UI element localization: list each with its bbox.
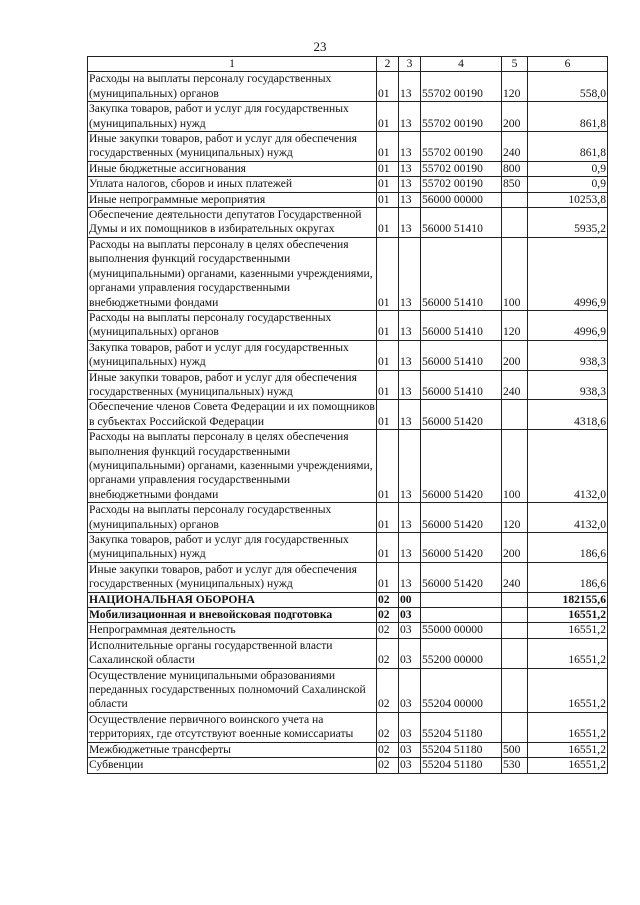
table-row bbox=[88, 668, 608, 712]
row-name: Закупка товаров, работ и услуг для государственных (муниципальных) нужд bbox=[88, 102, 377, 132]
row-expense-type: 240 bbox=[502, 132, 528, 162]
row-name: Иные закупки товаров, работ и услуг для обеспечения государственных (муниципальных) нужд bbox=[88, 562, 377, 592]
row-subsection: 03 bbox=[399, 668, 421, 712]
table-row bbox=[88, 638, 608, 668]
row-section: 01 bbox=[377, 562, 399, 592]
row-expense-type bbox=[502, 208, 528, 238]
row-name: Непрограммная деятельность bbox=[88, 623, 377, 638]
row-target-article: 56000 00000 bbox=[421, 192, 502, 207]
row-section: 02 bbox=[377, 742, 399, 757]
header-cell-amount: 6 bbox=[528, 57, 608, 72]
row-section: 01 bbox=[377, 208, 399, 238]
row-name: Расходы на выплаты персоналу в целях обеспечения выполнения функций государственными (муниципальными) органами, казенными учреждениями, органами управления государственными внебюджетными фондами bbox=[88, 430, 377, 503]
row-section: 02 bbox=[377, 623, 399, 638]
row-subsection: 13 bbox=[399, 310, 421, 340]
row-section: 02 bbox=[377, 592, 399, 607]
row-name: Иные закупки товаров, работ и услуг для обеспечения государственных (муниципальных) нужд bbox=[88, 132, 377, 162]
row-target-article: 55204 51180 bbox=[421, 742, 502, 757]
row-expense-type: 850 bbox=[502, 177, 528, 192]
table-body bbox=[88, 72, 608, 773]
row-target-article: 55702 00190 bbox=[421, 177, 502, 192]
row-section: 01 bbox=[377, 72, 399, 102]
row-section: 02 bbox=[377, 712, 399, 742]
row-amount: 861,8 bbox=[528, 132, 608, 162]
row-section: 02 bbox=[377, 638, 399, 668]
row-expense-type: 100 bbox=[502, 430, 528, 503]
row-subsection: 13 bbox=[399, 533, 421, 563]
row-amount: 5935,2 bbox=[528, 208, 608, 238]
row-amount: 0,9 bbox=[528, 161, 608, 176]
table-row bbox=[88, 237, 608, 310]
row-target-article: 55204 00000 bbox=[421, 668, 502, 712]
row-amount: 16551,2 bbox=[528, 638, 608, 668]
row-amount: 186,6 bbox=[528, 562, 608, 592]
header-cell-expense-type: 5 bbox=[502, 57, 528, 72]
row-name: Закупка товаров, работ и услуг для государственных (муниципальных) нужд bbox=[88, 533, 377, 563]
row-subsection: 00 bbox=[399, 592, 421, 607]
row-expense-type: 100 bbox=[502, 237, 528, 310]
row-section: 01 bbox=[377, 430, 399, 503]
row-amount: 16551,2 bbox=[528, 668, 608, 712]
row-subsection: 13 bbox=[399, 161, 421, 176]
row-subsection: 03 bbox=[399, 712, 421, 742]
row-target-article: 56000 51410 bbox=[421, 310, 502, 340]
row-name: Расходы на выплаты персоналу государственных (муниципальных) органов bbox=[88, 503, 377, 533]
row-expense-type bbox=[502, 192, 528, 207]
row-target-article: 55702 00190 bbox=[421, 72, 502, 102]
table-row bbox=[88, 400, 608, 430]
row-amount: 182155,6 bbox=[528, 592, 608, 607]
row-section: 01 bbox=[377, 370, 399, 400]
row-expense-type bbox=[502, 608, 528, 623]
table-row bbox=[88, 592, 608, 607]
row-amount: 4132,0 bbox=[528, 503, 608, 533]
row-target-article: 55702 00190 bbox=[421, 132, 502, 162]
row-expense-type: 500 bbox=[502, 742, 528, 757]
page-number: 23 bbox=[313, 39, 327, 54]
header-cell-subsection: 3 bbox=[399, 57, 421, 72]
row-expense-type: 200 bbox=[502, 340, 528, 370]
row-expense-type: 240 bbox=[502, 562, 528, 592]
table-row bbox=[88, 623, 608, 638]
row-amount: 16551,2 bbox=[528, 712, 608, 742]
table-row bbox=[88, 608, 608, 623]
row-target-article: 55702 00190 bbox=[421, 102, 502, 132]
row-expense-type: 200 bbox=[502, 102, 528, 132]
row-expense-type bbox=[502, 638, 528, 668]
row-target-article bbox=[421, 608, 502, 623]
row-section: 01 bbox=[377, 161, 399, 176]
table-row bbox=[88, 192, 608, 207]
row-target-article: 56000 51410 bbox=[421, 237, 502, 310]
row-target-article: 56000 51420 bbox=[421, 562, 502, 592]
row-expense-type: 200 bbox=[502, 533, 528, 563]
row-subsection: 13 bbox=[399, 503, 421, 533]
row-amount: 186,6 bbox=[528, 533, 608, 563]
table-row bbox=[88, 758, 608, 773]
row-expense-type: 530 bbox=[502, 758, 528, 773]
row-name: Субвенции bbox=[88, 758, 377, 773]
budget-table bbox=[87, 56, 608, 774]
row-expense-type bbox=[502, 668, 528, 712]
row-amount: 4318,6 bbox=[528, 400, 608, 430]
row-expense-type bbox=[502, 400, 528, 430]
row-name: Уплата налогов, сборов и иных платежей bbox=[88, 177, 377, 192]
row-target-article: 55200 00000 bbox=[421, 638, 502, 668]
row-name: Расходы на выплаты персоналу государственных (муниципальных) органов bbox=[88, 72, 377, 102]
row-section: 02 bbox=[377, 668, 399, 712]
table-row bbox=[88, 177, 608, 192]
row-target-article: 56000 51410 bbox=[421, 370, 502, 400]
row-target-article: 56000 51420 bbox=[421, 400, 502, 430]
row-section: 01 bbox=[377, 340, 399, 370]
row-name: НАЦИОНАЛЬНАЯ ОБОРОНА bbox=[88, 592, 377, 607]
row-subsection: 13 bbox=[399, 340, 421, 370]
row-amount: 938,3 bbox=[528, 370, 608, 400]
row-subsection: 03 bbox=[399, 638, 421, 668]
header-cell-section: 2 bbox=[377, 57, 399, 72]
row-section: 01 bbox=[377, 102, 399, 132]
row-target-article: 56000 51420 bbox=[421, 533, 502, 563]
row-subsection: 13 bbox=[399, 430, 421, 503]
table-row bbox=[88, 340, 608, 370]
row-section: 02 bbox=[377, 608, 399, 623]
row-name: Иные непрограммные мероприятия bbox=[88, 192, 377, 207]
row-name: Мобилизационная и вневойсковая подготовка bbox=[88, 608, 377, 623]
row-subsection: 13 bbox=[399, 72, 421, 102]
row-expense-type bbox=[502, 623, 528, 638]
header-cell-target-article: 4 bbox=[421, 57, 502, 72]
row-amount: 16551,2 bbox=[528, 758, 608, 773]
row-subsection: 13 bbox=[399, 237, 421, 310]
row-target-article: 56000 51420 bbox=[421, 430, 502, 503]
header-cell-name: 1 bbox=[88, 57, 377, 72]
row-section: 01 bbox=[377, 132, 399, 162]
row-amount: 0,9 bbox=[528, 177, 608, 192]
row-target-article: 55702 00190 bbox=[421, 161, 502, 176]
row-section: 01 bbox=[377, 533, 399, 563]
row-section: 01 bbox=[377, 400, 399, 430]
row-amount: 4996,9 bbox=[528, 237, 608, 310]
row-subsection: 13 bbox=[399, 102, 421, 132]
row-subsection: 13 bbox=[399, 208, 421, 238]
row-name: Обеспечение членов Совета Федерации и их помощников в субъектах Российской Федерации bbox=[89, 400, 375, 428]
row-name: Иные закупки товаров, работ и услуг для обеспечения государственных (муниципальных) нужд bbox=[88, 370, 377, 400]
row-name: Исполнительные органы государственной власти Сахалинской области bbox=[88, 638, 377, 668]
row-subsection: 13 bbox=[399, 370, 421, 400]
row-subsection: 03 bbox=[399, 742, 421, 757]
row-name: Иные бюджетные ассигнования bbox=[88, 161, 377, 176]
table-row bbox=[88, 430, 608, 503]
row-amount: 558,0 bbox=[528, 72, 608, 102]
row-expense-type: 800 bbox=[502, 161, 528, 176]
row-amount: 16551,2 bbox=[528, 742, 608, 757]
row-amount: 16551,2 bbox=[528, 623, 608, 638]
row-subsection: 13 bbox=[399, 192, 421, 207]
row-amount: 10253,8 bbox=[528, 192, 608, 207]
row-expense-type: 240 bbox=[502, 370, 528, 400]
row-section: 01 bbox=[377, 310, 399, 340]
row-target-article: 55204 51180 bbox=[421, 758, 502, 773]
row-amount: 4996,9 bbox=[528, 310, 608, 340]
row-section: 02 bbox=[377, 758, 399, 773]
row-name: Расходы на выплаты персоналу в целях обеспечения выполнения функций государственными (муниципальными) органами, казенными учреждениями, органами управления государственными внебюджетными фондами bbox=[88, 237, 377, 310]
row-expense-type bbox=[502, 712, 528, 742]
table-row bbox=[88, 310, 608, 340]
row-amount: 16551,2 bbox=[528, 608, 608, 623]
row-section: 01 bbox=[377, 503, 399, 533]
row-name: Закупка товаров, работ и услуг для государственных (муниципальных) нужд bbox=[88, 340, 377, 370]
row-subsection: 03 bbox=[399, 608, 421, 623]
table-row bbox=[88, 562, 608, 592]
row-target-article: 55000 00000 bbox=[421, 623, 502, 638]
table-row bbox=[88, 161, 608, 176]
table-row bbox=[88, 72, 608, 102]
table-row bbox=[88, 712, 608, 742]
row-target-article: 56000 51420 bbox=[421, 503, 502, 533]
table-row bbox=[88, 742, 608, 757]
row-amount: 938,3 bbox=[528, 340, 608, 370]
row-subsection: 13 bbox=[399, 400, 421, 430]
row-name: Осуществление первичного воинского учета на территориях, где отсутствуют военные комиссариаты bbox=[88, 712, 377, 742]
row-section: 01 bbox=[377, 177, 399, 192]
table-row bbox=[88, 102, 608, 132]
table-row bbox=[88, 503, 608, 533]
row-subsection: 03 bbox=[399, 623, 421, 638]
row-section: 01 bbox=[377, 237, 399, 310]
row-subsection: 03 bbox=[399, 758, 421, 773]
table-row bbox=[88, 132, 608, 162]
row-subsection: 13 bbox=[399, 132, 421, 162]
row-section: 01 bbox=[377, 192, 399, 207]
row-name: Осуществление муниципальными образованиями переданных государственных полномочий Сахалинской области bbox=[88, 668, 377, 712]
row-expense-type: 120 bbox=[502, 503, 528, 533]
row-amount: 861,8 bbox=[528, 102, 608, 132]
row-expense-type bbox=[502, 592, 528, 607]
row-target-article: 56000 51410 bbox=[421, 340, 502, 370]
row-name: Обеспечение деятельности депутатов Государственной Думы и их помощников в избирательных округах bbox=[88, 208, 377, 238]
row-subsection: 13 bbox=[399, 177, 421, 192]
row-name: Расходы на выплаты персоналу государственных (муниципальных) органов bbox=[88, 310, 377, 340]
table-header-row bbox=[88, 57, 608, 72]
table-row bbox=[88, 370, 608, 400]
table-row bbox=[88, 208, 608, 238]
row-amount: 4132,0 bbox=[528, 430, 608, 503]
row-target-article: 56000 51410 bbox=[421, 208, 502, 238]
row-expense-type: 120 bbox=[502, 310, 528, 340]
row-target-article bbox=[421, 592, 502, 607]
row-target-article: 55204 51180 bbox=[421, 712, 502, 742]
table-row bbox=[88, 533, 608, 563]
row-name: Межбюджетные трансферты bbox=[88, 742, 377, 757]
row-expense-type: 120 bbox=[502, 72, 528, 102]
row-subsection: 13 bbox=[399, 562, 421, 592]
